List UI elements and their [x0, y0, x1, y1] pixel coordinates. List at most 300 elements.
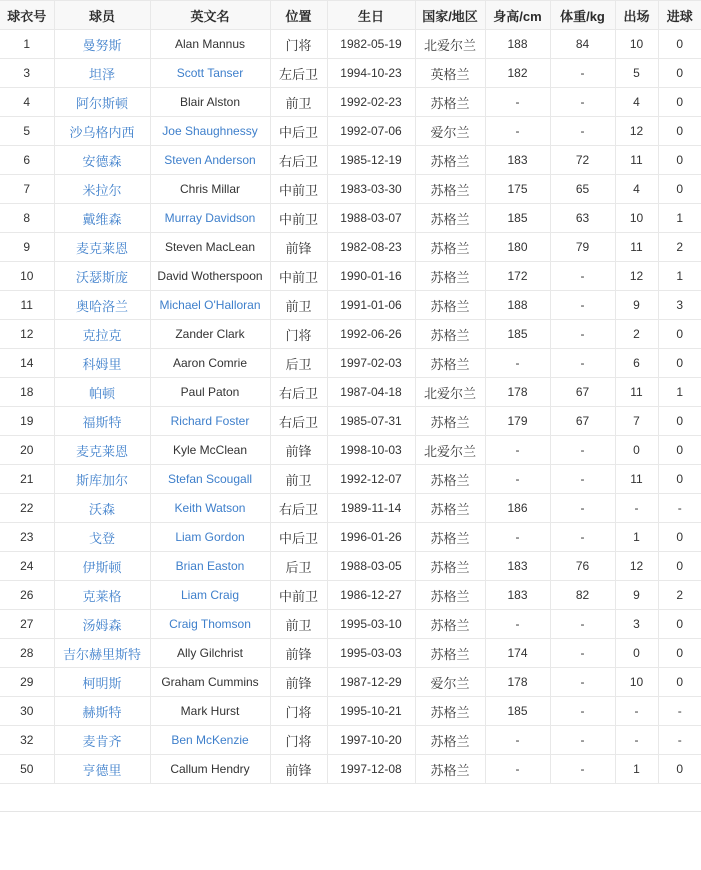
jersey-number-cell: 1	[0, 30, 54, 59]
country-cell: 苏格兰	[415, 755, 485, 784]
height-cell: 172	[485, 262, 550, 291]
weight-cell: -	[550, 639, 615, 668]
appearances-cell: 11	[615, 465, 658, 494]
jersey-number-cell: 3	[0, 59, 54, 88]
weight-cell: -	[550, 494, 615, 523]
goals-cell: -	[658, 697, 701, 726]
english-name-link[interactable]: Scott Tanser	[176, 66, 244, 80]
height-cell: 175	[485, 175, 550, 204]
weight-cell: 72	[550, 146, 615, 175]
table-row	[0, 755, 701, 784]
goals-cell: 0	[658, 552, 701, 581]
position-cell: 前锋	[270, 436, 327, 465]
player-name-link[interactable]: 伊斯顿	[82, 559, 122, 575]
english-name-cell	[150, 668, 270, 697]
country-cell: 苏格兰	[415, 697, 485, 726]
english-name-cell	[150, 610, 270, 639]
height-cell: -	[485, 523, 550, 552]
english-name-cell	[150, 146, 270, 175]
country-cell: 英格兰	[415, 59, 485, 88]
english-name-link[interactable]: Richard Foster	[170, 414, 250, 428]
player-name-link[interactable]: 麦克莱恩	[75, 240, 128, 256]
position-cell: 门将	[270, 697, 327, 726]
table-row	[0, 30, 701, 59]
player-name-link[interactable]: 赫斯特	[82, 704, 122, 720]
player-name-cell	[54, 88, 150, 117]
player-name-link[interactable]: 奥哈洛兰	[75, 298, 128, 314]
appearances-cell: 11	[615, 233, 658, 262]
player-name-cell	[54, 465, 150, 494]
height-cell: 178	[485, 668, 550, 697]
birthday-cell: 1998-10-03	[327, 436, 415, 465]
english-name-text: David Wotherspoon	[157, 269, 263, 283]
jersey-number-cell: 8	[0, 204, 54, 233]
country-cell: 苏格兰	[415, 465, 485, 494]
english-name-text: Ally Gilchrist	[176, 646, 243, 660]
position-cell: 中前卫	[270, 262, 327, 291]
position-cell: 后卫	[270, 552, 327, 581]
english-name-cell	[150, 639, 270, 668]
birthday-cell: 1995-03-03	[327, 639, 415, 668]
english-name-cell	[150, 378, 270, 407]
player-name-link[interactable]: 福斯特	[82, 414, 122, 430]
table-row	[0, 407, 701, 436]
column-header-country: 国家/地区	[415, 1, 485, 30]
english-name-text: Blair Alston	[179, 95, 241, 109]
goals-cell: 0	[658, 755, 701, 784]
height-cell: 174	[485, 639, 550, 668]
appearances-cell: 11	[615, 378, 658, 407]
birthday-cell: 1988-03-07	[327, 204, 415, 233]
height-cell: 178	[485, 378, 550, 407]
table-row	[0, 349, 701, 378]
goals-cell: 1	[658, 262, 701, 291]
weight-cell: 67	[550, 407, 615, 436]
goals-cell: -	[658, 494, 701, 523]
weight-cell: -	[550, 755, 615, 784]
height-cell: -	[485, 726, 550, 755]
weight-cell: 82	[550, 581, 615, 610]
english-name-cell	[150, 262, 270, 291]
column-header-name_en: 英文名	[150, 1, 270, 30]
height-cell: 186	[485, 494, 550, 523]
height-cell: 183	[485, 552, 550, 581]
jersey-number-cell: 4	[0, 88, 54, 117]
weight-cell: -	[550, 610, 615, 639]
goals-cell: 0	[658, 465, 701, 494]
column-header-name_cn: 球员	[54, 1, 150, 30]
player-name-cell	[54, 523, 150, 552]
weight-cell: -	[550, 523, 615, 552]
birthday-cell: 1983-03-30	[327, 175, 415, 204]
player-name-cell	[54, 697, 150, 726]
english-name-cell	[150, 59, 270, 88]
country-cell: 北爱尔兰	[415, 378, 485, 407]
appearances-cell: 0	[615, 639, 658, 668]
height-cell: -	[485, 610, 550, 639]
english-name-cell	[150, 117, 270, 146]
player-name-cell	[54, 407, 150, 436]
height-cell: 188	[485, 291, 550, 320]
appearances-cell: 4	[615, 88, 658, 117]
jersey-number-cell: 29	[0, 668, 54, 697]
goals-cell: 0	[658, 175, 701, 204]
player-name-cell	[54, 494, 150, 523]
english-name-link[interactable]: Joe Shaughnessy	[162, 124, 258, 138]
appearances-cell: 1	[615, 523, 658, 552]
table-row	[0, 175, 701, 204]
goals-cell: 0	[658, 349, 701, 378]
player-name-link[interactable]: 沃瑟斯庞	[75, 269, 128, 285]
english-name-cell	[150, 523, 270, 552]
player-name-link[interactable]: 沙乌格内西	[69, 124, 135, 140]
country-cell: 苏格兰	[415, 726, 485, 755]
english-name-text: Aaron Comrie	[172, 356, 248, 370]
appearances-cell: 0	[615, 436, 658, 465]
goals-cell: 0	[658, 668, 701, 697]
english-name-link[interactable]: Liam Craig	[180, 588, 240, 602]
appearances-cell: 7	[615, 407, 658, 436]
player-name-cell	[54, 378, 150, 407]
appearances-cell: 3	[615, 610, 658, 639]
height-cell: 188	[485, 30, 550, 59]
country-cell: 北爱尔兰	[415, 30, 485, 59]
player-name-link[interactable]: 麦克莱恩	[75, 443, 128, 459]
position-cell: 中前卫	[270, 581, 327, 610]
english-name-link[interactable]: Murray Davidson	[164, 211, 256, 225]
appearances-cell: 12	[615, 552, 658, 581]
birthday-cell: 1982-05-19	[327, 30, 415, 59]
player-name-cell	[54, 233, 150, 262]
position-cell: 前锋	[270, 639, 327, 668]
country-cell: 苏格兰	[415, 349, 485, 378]
english-name-text: Alan Mannus	[174, 37, 246, 51]
position-cell: 门将	[270, 320, 327, 349]
player-name-cell	[54, 668, 150, 697]
jersey-number-cell: 26	[0, 581, 54, 610]
jersey-number-cell: 30	[0, 697, 54, 726]
player-name-link[interactable]: 麦肯齐	[82, 733, 122, 749]
player-name-link[interactable]: 戴维森	[82, 211, 122, 227]
player-name-cell	[54, 726, 150, 755]
jersey-number-cell: 22	[0, 494, 54, 523]
goals-cell: 0	[658, 639, 701, 668]
birthday-cell: 1982-08-23	[327, 233, 415, 262]
english-name-cell	[150, 204, 270, 233]
table-row	[0, 262, 701, 291]
appearances-cell: 10	[615, 204, 658, 233]
birthday-cell: 1985-12-19	[327, 146, 415, 175]
goals-cell: 1	[658, 378, 701, 407]
country-cell: 苏格兰	[415, 291, 485, 320]
position-cell: 前锋	[270, 755, 327, 784]
player-name-cell	[54, 204, 150, 233]
column-header-apps: 出场	[615, 1, 658, 30]
player-name-link[interactable]: 曼努斯	[82, 37, 122, 53]
appearances-cell: 11	[615, 146, 658, 175]
country-cell: 苏格兰	[415, 175, 485, 204]
birthday-cell: 1987-04-18	[327, 378, 415, 407]
height-cell: 183	[485, 146, 550, 175]
english-name-cell	[150, 581, 270, 610]
english-name-link[interactable]: Brian Easton	[175, 559, 245, 573]
birthday-cell: 1990-01-16	[327, 262, 415, 291]
birthday-cell: 1991-01-06	[327, 291, 415, 320]
header-row	[0, 1, 701, 30]
appearances-cell: 10	[615, 668, 658, 697]
appearances-cell: 9	[615, 581, 658, 610]
player-name-link[interactable]: 帕顿	[88, 385, 115, 401]
birthday-cell: 1997-12-08	[327, 755, 415, 784]
player-name-link[interactable]: 斯库加尔	[75, 472, 128, 488]
table-body	[0, 30, 701, 784]
birthday-cell: 1995-10-21	[327, 697, 415, 726]
english-name-link[interactable]: Liam Gordon	[175, 530, 245, 544]
position-cell: 后卫	[270, 349, 327, 378]
country-cell: 苏格兰	[415, 523, 485, 552]
table-row	[0, 117, 701, 146]
country-cell: 苏格兰	[415, 88, 485, 117]
goals-cell: 0	[658, 523, 701, 552]
goals-cell: 0	[658, 88, 701, 117]
weight-cell: -	[550, 436, 615, 465]
weight-cell: 84	[550, 30, 615, 59]
goals-cell: 0	[658, 436, 701, 465]
english-name-link[interactable]: Keith Watson	[174, 501, 246, 515]
player-name-link[interactable]: 阿尔斯顿	[75, 95, 128, 111]
position-cell: 右后卫	[270, 378, 327, 407]
birthday-cell: 1995-03-10	[327, 610, 415, 639]
goals-cell: -	[658, 726, 701, 755]
table-row	[0, 639, 701, 668]
english-name-link[interactable]: Stefan Scougall	[167, 472, 253, 486]
table-row	[0, 552, 701, 581]
appearances-cell: 2	[615, 320, 658, 349]
weight-cell: 65	[550, 175, 615, 204]
player-name-cell	[54, 436, 150, 465]
player-name-link[interactable]: 柯明斯	[82, 675, 122, 691]
english-name-cell	[150, 726, 270, 755]
position-cell: 前卫	[270, 610, 327, 639]
height-cell: 183	[485, 581, 550, 610]
birthday-cell: 1992-07-06	[327, 117, 415, 146]
weight-cell: -	[550, 262, 615, 291]
birthday-cell: 1987-12-29	[327, 668, 415, 697]
english-name-link[interactable]: Steven Anderson	[164, 153, 256, 167]
country-cell: 苏格兰	[415, 320, 485, 349]
english-name-cell	[150, 436, 270, 465]
english-name-link[interactable]: Michael O'Halloran	[159, 298, 261, 312]
english-name-text: Callum Hendry	[170, 762, 250, 776]
english-name-link[interactable]: Craig Thomson	[169, 617, 251, 631]
english-name-cell	[150, 320, 270, 349]
table-row	[0, 320, 701, 349]
english-name-text: Zander Clark	[175, 327, 245, 341]
position-cell: 门将	[270, 30, 327, 59]
birthday-cell: 1986-12-27	[327, 581, 415, 610]
player-name-cell	[54, 755, 150, 784]
height-cell: -	[485, 755, 550, 784]
position-cell: 右后卫	[270, 407, 327, 436]
player-name-link[interactable]: 沃森	[88, 501, 115, 517]
english-name-cell	[150, 88, 270, 117]
weight-cell: 63	[550, 204, 615, 233]
birthday-cell: 1988-03-05	[327, 552, 415, 581]
country-cell: 爱尔兰	[415, 117, 485, 146]
appearances-cell: 10	[615, 30, 658, 59]
country-cell: 苏格兰	[415, 407, 485, 436]
player-name-cell	[54, 552, 150, 581]
birthday-cell: 1992-06-26	[327, 320, 415, 349]
height-cell: -	[485, 465, 550, 494]
column-header-goals: 进球	[658, 1, 701, 30]
height-cell: 185	[485, 697, 550, 726]
player-name-cell	[54, 581, 150, 610]
position-cell: 中前卫	[270, 204, 327, 233]
appearances-cell: 5	[615, 59, 658, 88]
height-cell: -	[485, 436, 550, 465]
weight-cell: 79	[550, 233, 615, 262]
english-name-text: Paul Paton	[180, 385, 240, 399]
birthday-cell: 1992-12-07	[327, 465, 415, 494]
english-name-cell	[150, 494, 270, 523]
country-cell: 苏格兰	[415, 146, 485, 175]
position-cell: 前锋	[270, 668, 327, 697]
player-name-link[interactable]: 克拉克	[82, 327, 122, 343]
column-header-birthday: 生日	[327, 1, 415, 30]
position-cell: 右后卫	[270, 146, 327, 175]
english-name-cell	[150, 552, 270, 581]
height-cell: 185	[485, 204, 550, 233]
english-name-text: Chris Millar	[180, 182, 240, 196]
position-cell: 中前卫	[270, 175, 327, 204]
column-header-weight: 体重/kg	[550, 1, 615, 30]
english-name-link[interactable]: Ben McKenzie	[171, 733, 249, 747]
column-header-number: 球衣号	[0, 1, 54, 30]
table-header	[0, 1, 701, 30]
goals-cell: 0	[658, 320, 701, 349]
jersey-number-cell: 23	[0, 523, 54, 552]
player-name-cell	[54, 30, 150, 59]
appearances-cell: 6	[615, 349, 658, 378]
weight-cell: -	[550, 117, 615, 146]
goals-cell: 0	[658, 117, 701, 146]
player-name-link[interactable]: 克莱格	[82, 588, 122, 604]
jersey-number-cell: 5	[0, 117, 54, 146]
player-name-link[interactable]: 吉尔赫里斯特	[62, 646, 141, 662]
weight-cell: -	[550, 668, 615, 697]
jersey-number-cell: 11	[0, 291, 54, 320]
appearances-cell: 12	[615, 262, 658, 291]
player-name-link[interactable]: 戈登	[88, 530, 115, 546]
goals-cell: 0	[658, 59, 701, 88]
player-name-link[interactable]: 安德森	[82, 153, 122, 169]
english-name-text: Kyle McClean	[172, 443, 248, 457]
appearances-cell: 9	[615, 291, 658, 320]
jersey-number-cell: 18	[0, 378, 54, 407]
goals-cell: 3	[658, 291, 701, 320]
player-name-cell	[54, 349, 150, 378]
appearances-cell: -	[615, 697, 658, 726]
country-cell: 苏格兰	[415, 494, 485, 523]
jersey-number-cell: 14	[0, 349, 54, 378]
jersey-number-cell: 6	[0, 146, 54, 175]
birthday-cell: 1989-11-14	[327, 494, 415, 523]
appearances-cell: 1	[615, 755, 658, 784]
player-name-cell	[54, 146, 150, 175]
position-cell: 前卫	[270, 465, 327, 494]
table-row	[0, 523, 701, 552]
jersey-number-cell: 7	[0, 175, 54, 204]
jersey-number-cell: 28	[0, 639, 54, 668]
player-name-cell	[54, 262, 150, 291]
weight-cell: -	[550, 320, 615, 349]
table-row	[0, 88, 701, 117]
height-cell: -	[485, 117, 550, 146]
weight-cell: -	[550, 88, 615, 117]
table-row	[0, 726, 701, 755]
player-name-link[interactable]: 汤姆森	[82, 617, 122, 633]
jersey-number-cell: 10	[0, 262, 54, 291]
weight-cell: -	[550, 59, 615, 88]
weight-cell: -	[550, 697, 615, 726]
position-cell: 前卫	[270, 88, 327, 117]
goals-cell: 2	[658, 581, 701, 610]
jersey-number-cell: 50	[0, 755, 54, 784]
player-name-link[interactable]: 亨德里	[82, 762, 122, 778]
goals-cell: 2	[658, 233, 701, 262]
player-name-link[interactable]: 坦泽	[88, 66, 115, 82]
position-cell: 前卫	[270, 291, 327, 320]
english-name-text: Mark Hurst	[180, 704, 240, 718]
weight-cell: 76	[550, 552, 615, 581]
height-cell: 182	[485, 59, 550, 88]
country-cell: 爱尔兰	[415, 668, 485, 697]
position-cell: 门将	[270, 726, 327, 755]
goals-cell: 0	[658, 30, 701, 59]
birthday-cell: 1997-02-03	[327, 349, 415, 378]
jersey-number-cell: 20	[0, 436, 54, 465]
weight-cell: -	[550, 726, 615, 755]
player-name-link[interactable]: 米拉尔	[82, 182, 122, 198]
table-row	[0, 610, 701, 639]
table-row	[0, 581, 701, 610]
column-header-position: 位置	[270, 1, 327, 30]
english-name-cell	[150, 175, 270, 204]
height-cell: -	[485, 88, 550, 117]
goals-cell: 0	[658, 610, 701, 639]
appearances-cell: 4	[615, 175, 658, 204]
column-header-height: 身高/cm	[485, 1, 550, 30]
weight-cell: 67	[550, 378, 615, 407]
jersey-number-cell: 32	[0, 726, 54, 755]
position-cell: 右后卫	[270, 494, 327, 523]
player-name-link[interactable]: 科姆里	[82, 356, 122, 372]
table-row	[0, 378, 701, 407]
table-row	[0, 436, 701, 465]
table-row	[0, 204, 701, 233]
english-name-cell	[150, 755, 270, 784]
position-cell: 中后卫	[270, 117, 327, 146]
birthday-cell: 1997-10-20	[327, 726, 415, 755]
country-cell: 苏格兰	[415, 639, 485, 668]
table-row	[0, 465, 701, 494]
table-row	[0, 494, 701, 523]
position-cell: 左后卫	[270, 59, 327, 88]
player-name-cell	[54, 639, 150, 668]
country-cell: 苏格兰	[415, 610, 485, 639]
english-name-cell	[150, 407, 270, 436]
